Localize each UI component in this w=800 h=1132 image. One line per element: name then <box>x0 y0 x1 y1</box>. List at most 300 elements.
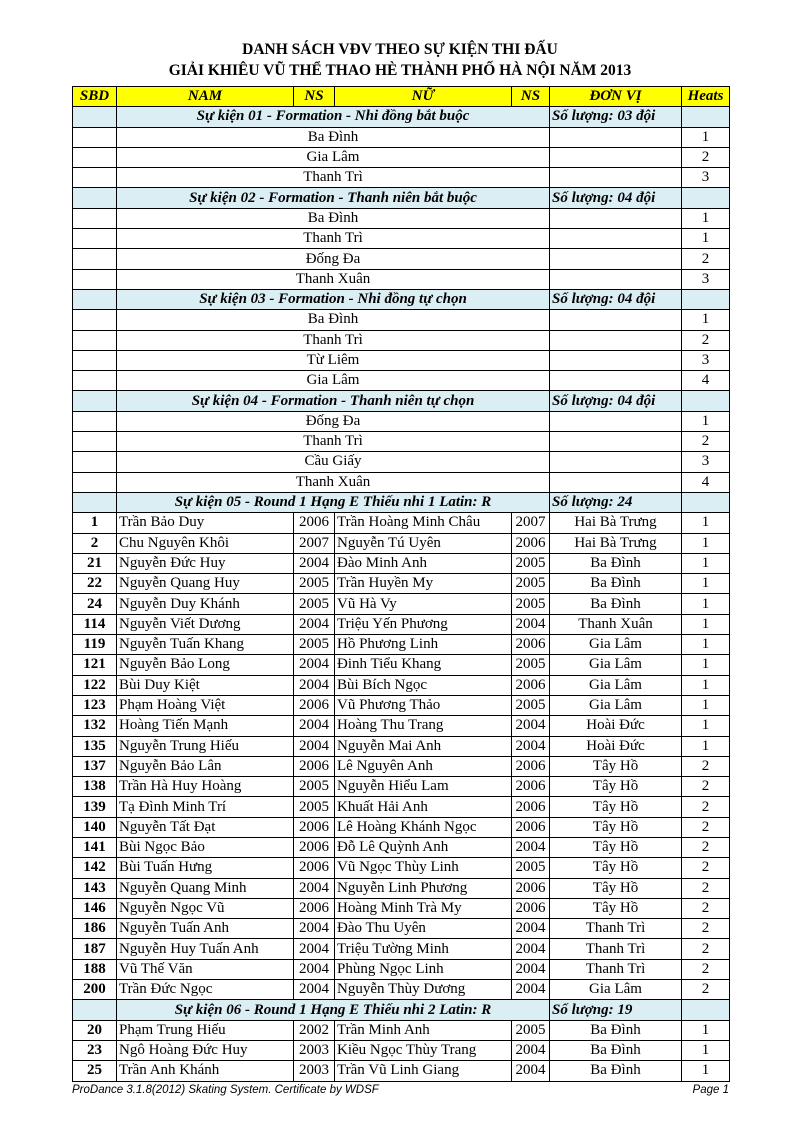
event-title: Sự kiện 06 - Round 1 Hạng E Thiếu nhi 2 Latin: R <box>117 1000 550 1020</box>
event-title: Sự kiện 03 - Formation - Nhi đồng tự chọn <box>117 289 550 309</box>
heat-number: 2 <box>682 837 730 857</box>
sbd-cell <box>73 330 117 350</box>
team-name: Thanh Trì <box>117 168 550 188</box>
male-name: Phạm Hoàng Việt <box>117 695 294 715</box>
male-name: Ngô Hoàng Đức Huy <box>117 1040 294 1060</box>
event-title: Sự kiện 05 - Round 1 Hạng E Thiếu nhi 1 Latin: R <box>117 492 550 512</box>
team-name: Cầu Giấy <box>117 452 550 472</box>
heat-number: 1 <box>682 513 730 533</box>
male-birth-year: 2006 <box>294 513 335 533</box>
unit-name: Thanh Trì <box>550 959 682 979</box>
heat-number: 1 <box>682 208 730 228</box>
unit-name: Gia Lâm <box>550 635 682 655</box>
event-header-row <box>73 1000 730 1020</box>
male-birth-year: 2004 <box>294 919 335 939</box>
table-row <box>73 350 730 370</box>
heat-number: 2 <box>682 330 730 350</box>
event-count: Số lượng: 03 đội <box>550 107 682 127</box>
female-birth-year: 2004 <box>512 1040 550 1060</box>
team-name: Gia Lâm <box>117 147 550 167</box>
unit-name: Tây Hồ <box>550 756 682 776</box>
female-birth-year: 2006 <box>512 898 550 918</box>
heat-number: 3 <box>682 168 730 188</box>
table-row <box>73 432 730 452</box>
male-birth-year: 2004 <box>294 939 335 959</box>
unit-name: Hai Bà Trưng <box>550 533 682 553</box>
table-row <box>73 472 730 492</box>
female-birth-year: 2006 <box>512 675 550 695</box>
sbd-cell <box>73 127 117 147</box>
unit-name: Gia Lâm <box>550 980 682 1000</box>
event-header-row <box>73 289 730 309</box>
event-blank-cell <box>73 492 117 512</box>
heat-number: 2 <box>682 432 730 452</box>
male-birth-year: 2003 <box>294 1061 335 1081</box>
table-row <box>73 797 730 817</box>
sbd-number: 141 <box>73 837 117 857</box>
heat-number: 2 <box>682 878 730 898</box>
table-row <box>73 127 730 147</box>
event-count: Số lượng: 04 đội <box>550 391 682 411</box>
male-name: Nguyễn Duy Khánh <box>117 594 294 614</box>
team-name: Thanh Xuân <box>117 269 550 289</box>
male-name: Nguyễn Đức Huy <box>117 553 294 573</box>
sbd-number: 187 <box>73 939 117 959</box>
female-name: Nguyễn Linh Phương <box>335 878 512 898</box>
sbd-number: 143 <box>73 878 117 898</box>
unit-name: Gia Lâm <box>550 675 682 695</box>
heat-number: 1 <box>682 310 730 330</box>
female-name: Vũ Ngọc Thùy Linh <box>335 858 512 878</box>
sbd-number: 20 <box>73 1020 117 1040</box>
don-vi-cell <box>550 472 682 492</box>
event-count: Số lượng: 19 <box>550 1000 682 1020</box>
female-birth-year: 2006 <box>512 635 550 655</box>
event-blank-cell <box>682 391 730 411</box>
female-name: Lê Nguyên Anh <box>335 756 512 776</box>
male-name: Trần Hà Huy Hoàng <box>117 777 294 797</box>
male-birth-year: 2005 <box>294 574 335 594</box>
female-name: Bùi Bích Ngọc <box>335 675 512 695</box>
heat-number: 1 <box>682 716 730 736</box>
male-birth-year: 2005 <box>294 635 335 655</box>
male-birth-year: 2004 <box>294 736 335 756</box>
male-name: Nguyễn Viết Dương <box>117 614 294 634</box>
sbd-number: 138 <box>73 777 117 797</box>
heat-number: 1 <box>682 411 730 431</box>
header-nu: NỮ <box>335 87 512 107</box>
don-vi-cell <box>550 452 682 472</box>
table-row <box>73 229 730 249</box>
event-count: Số lượng: 04 đội <box>550 188 682 208</box>
male-birth-year: 2005 <box>294 797 335 817</box>
male-birth-year: 2004 <box>294 980 335 1000</box>
sbd-cell <box>73 350 117 370</box>
table-row <box>73 919 730 939</box>
table-row <box>73 777 730 797</box>
event-blank-cell <box>73 1000 117 1020</box>
male-birth-year: 2004 <box>294 716 335 736</box>
sbd-number: 122 <box>73 675 117 695</box>
don-vi-cell <box>550 168 682 188</box>
event-header-row <box>73 391 730 411</box>
table-row <box>73 513 730 533</box>
male-name: Hoàng Tiến Mạnh <box>117 716 294 736</box>
female-name: Lê Hoàng Khánh Ngọc <box>335 817 512 837</box>
heat-number: 1 <box>682 1061 730 1081</box>
heat-number: 2 <box>682 817 730 837</box>
heat-number: 1 <box>682 127 730 147</box>
header-nam: NAM <box>117 87 294 107</box>
don-vi-cell <box>550 147 682 167</box>
male-name: Nguyễn Tất Đạt <box>117 817 294 837</box>
sbd-number: 146 <box>73 898 117 918</box>
female-birth-year: 2006 <box>512 756 550 776</box>
female-name: Triệu Tường Minh <box>335 939 512 959</box>
unit-name: Thanh Trì <box>550 939 682 959</box>
female-birth-year: 2004 <box>512 1061 550 1081</box>
female-name: Trần Vũ Linh Giang <box>335 1061 512 1081</box>
table-row <box>73 980 730 1000</box>
male-birth-year: 2003 <box>294 1040 335 1060</box>
sbd-cell <box>73 168 117 188</box>
female-name: Khuất Hải Anh <box>335 797 512 817</box>
unit-name: Ba Đình <box>550 1061 682 1081</box>
female-name: Nguyễn Tú Uyên <box>335 533 512 553</box>
female-name: Đào Thu Uyên <box>335 919 512 939</box>
don-vi-cell <box>550 432 682 452</box>
heat-number: 1 <box>682 1020 730 1040</box>
team-name: Thanh Trì <box>117 432 550 452</box>
heat-number: 2 <box>682 898 730 918</box>
don-vi-cell <box>550 127 682 147</box>
female-birth-year: 2005 <box>512 594 550 614</box>
female-name: Nguyễn Hiểu Lam <box>335 777 512 797</box>
unit-name: Tây Hồ <box>550 898 682 918</box>
sbd-number: 123 <box>73 695 117 715</box>
female-birth-year: 2005 <box>512 553 550 573</box>
unit-name: Ba Đình <box>550 594 682 614</box>
team-name: Ba Đình <box>117 310 550 330</box>
female-name: Triệu Yến Phương <box>335 614 512 634</box>
sbd-cell <box>73 310 117 330</box>
female-name: Kiều Ngọc Thùy Trang <box>335 1040 512 1060</box>
male-name: Nguyễn Huy Tuấn Anh <box>117 939 294 959</box>
unit-name: Gia Lâm <box>550 695 682 715</box>
sbd-number: 200 <box>73 980 117 1000</box>
unit-name: Ba Đình <box>550 1040 682 1060</box>
heat-number: 1 <box>682 594 730 614</box>
male-name: Trần Bảo Duy <box>117 513 294 533</box>
heat-number: 3 <box>682 452 730 472</box>
female-birth-year: 2004 <box>512 736 550 756</box>
event-header-row <box>73 188 730 208</box>
heat-number: 1 <box>682 736 730 756</box>
table-row <box>73 533 730 553</box>
male-name: Vũ Thế Văn <box>117 959 294 979</box>
unit-name: Hoài Đức <box>550 736 682 756</box>
team-name: Đống Đa <box>117 249 550 269</box>
header-sbd: SBD <box>73 87 117 107</box>
table-row <box>73 878 730 898</box>
heat-number: 3 <box>682 350 730 370</box>
female-birth-year: 2004 <box>512 919 550 939</box>
table-row <box>73 959 730 979</box>
event-blank-cell <box>73 391 117 411</box>
male-name: Nguyễn Bảo Long <box>117 655 294 675</box>
sbd-number: 119 <box>73 635 117 655</box>
event-blank-cell <box>682 289 730 309</box>
male-birth-year: 2004 <box>294 959 335 979</box>
female-birth-year: 2007 <box>512 513 550 533</box>
unit-name: Tây Hồ <box>550 837 682 857</box>
heat-number: 1 <box>682 229 730 249</box>
female-name: Vũ Phương Thảo <box>335 695 512 715</box>
female-name: Nguyễn Thùy Dương <box>335 980 512 1000</box>
table-row <box>73 249 730 269</box>
female-name: Hoàng Minh Trà My <box>335 898 512 918</box>
heat-number: 2 <box>682 777 730 797</box>
sbd-number: 188 <box>73 959 117 979</box>
team-name: Thanh Trì <box>117 229 550 249</box>
header-ns-nu: NS <box>512 87 550 107</box>
event-blank-cell <box>73 289 117 309</box>
sbd-cell <box>73 147 117 167</box>
footer-page-number: Page 1 <box>692 1084 729 1096</box>
header-ns-nam: NS <box>294 87 335 107</box>
sbd-number: 22 <box>73 574 117 594</box>
female-name: Nguyễn Mai Anh <box>335 736 512 756</box>
heat-number: 2 <box>682 756 730 776</box>
table-row <box>73 655 730 675</box>
header-row <box>73 87 730 107</box>
unit-name: Tây Hồ <box>550 878 682 898</box>
female-birth-year: 2004 <box>512 716 550 736</box>
sbd-number: 25 <box>73 1061 117 1081</box>
table-row <box>73 269 730 289</box>
male-birth-year: 2006 <box>294 858 335 878</box>
don-vi-cell <box>550 310 682 330</box>
unit-name: Tây Hồ <box>550 817 682 837</box>
table-row <box>73 411 730 431</box>
sbd-number: 139 <box>73 797 117 817</box>
male-name: Nguyễn Tuấn Anh <box>117 919 294 939</box>
sbd-cell <box>73 269 117 289</box>
heat-number: 1 <box>682 1040 730 1060</box>
don-vi-cell <box>550 330 682 350</box>
female-name: Hoàng Thu Trang <box>335 716 512 736</box>
male-birth-year: 2002 <box>294 1020 335 1040</box>
event-header-row <box>73 492 730 512</box>
female-birth-year: 2004 <box>512 614 550 634</box>
event-blank-cell <box>73 188 117 208</box>
table-body <box>73 107 730 1081</box>
female-birth-year: 2005 <box>512 574 550 594</box>
male-birth-year: 2007 <box>294 533 335 553</box>
unit-name: Thanh Xuân <box>550 614 682 634</box>
don-vi-cell <box>550 229 682 249</box>
table-row <box>73 1020 730 1040</box>
table-row <box>73 168 730 188</box>
heat-number: 2 <box>682 980 730 1000</box>
sbd-number: 121 <box>73 655 117 675</box>
table-row <box>73 330 730 350</box>
heat-number: 1 <box>682 574 730 594</box>
sbd-number: 186 <box>73 919 117 939</box>
female-name: Trần Minh Anh <box>335 1020 512 1040</box>
male-birth-year: 2006 <box>294 817 335 837</box>
event-blank-cell <box>682 1000 730 1020</box>
male-birth-year: 2005 <box>294 777 335 797</box>
unit-name: Ba Đình <box>550 1020 682 1040</box>
unit-name: Gia Lâm <box>550 655 682 675</box>
unit-name: Tây Hồ <box>550 858 682 878</box>
male-name: Tạ Đình Minh Trí <box>117 797 294 817</box>
table-row <box>73 147 730 167</box>
event-blank-cell <box>73 107 117 127</box>
heat-number: 1 <box>682 675 730 695</box>
don-vi-cell <box>550 371 682 391</box>
heat-number: 3 <box>682 269 730 289</box>
male-name: Nguyễn Trung Hiếu <box>117 736 294 756</box>
sbd-number: 137 <box>73 756 117 776</box>
sbd-cell <box>73 452 117 472</box>
female-name: Phùng Ngọc Linh <box>335 959 512 979</box>
table-row <box>73 635 730 655</box>
female-birth-year: 2004 <box>512 837 550 857</box>
table-row <box>73 898 730 918</box>
sbd-number: 114 <box>73 614 117 634</box>
male-birth-year: 2004 <box>294 655 335 675</box>
heat-number: 2 <box>682 858 730 878</box>
team-name: Ba Đình <box>117 127 550 147</box>
team-name: Ba Đình <box>117 208 550 228</box>
table-row <box>73 574 730 594</box>
header-heats: Heats <box>682 87 730 107</box>
male-name: Bùi Ngọc Bảo <box>117 837 294 857</box>
event-header-row <box>73 107 730 127</box>
male-name: Nguyễn Bảo Lân <box>117 756 294 776</box>
heat-number: 1 <box>682 553 730 573</box>
heat-number: 2 <box>682 147 730 167</box>
female-birth-year: 2005 <box>512 858 550 878</box>
team-name: Gia Lâm <box>117 371 550 391</box>
female-name: Đào Minh Anh <box>335 553 512 573</box>
heat-number: 1 <box>682 533 730 553</box>
female-name: Hồ Phương Linh <box>335 635 512 655</box>
event-title: Sự kiện 04 - Formation - Thanh niên tự chọn <box>117 391 550 411</box>
male-birth-year: 2006 <box>294 756 335 776</box>
table-row <box>73 1040 730 1060</box>
heat-number: 1 <box>682 655 730 675</box>
event-blank-cell <box>682 188 730 208</box>
unit-name: Hoài Đức <box>550 716 682 736</box>
heat-number: 2 <box>682 959 730 979</box>
don-vi-cell <box>550 208 682 228</box>
sbd-cell <box>73 472 117 492</box>
female-birth-year: 2006 <box>512 533 550 553</box>
female-birth-year: 2006 <box>512 878 550 898</box>
team-name: Đống Đa <box>117 411 550 431</box>
heat-number: 1 <box>682 614 730 634</box>
table-row <box>73 858 730 878</box>
unit-name: Thanh Trì <box>550 919 682 939</box>
sbd-number: 1 <box>73 513 117 533</box>
male-birth-year: 2006 <box>294 898 335 918</box>
sbd-number: 24 <box>73 594 117 614</box>
sbd-cell <box>73 229 117 249</box>
table-row <box>73 675 730 695</box>
table-row <box>73 208 730 228</box>
female-birth-year: 2004 <box>512 980 550 1000</box>
table-row <box>73 1061 730 1081</box>
don-vi-cell <box>550 249 682 269</box>
heat-number: 2 <box>682 797 730 817</box>
table-row <box>73 553 730 573</box>
male-name: Nguyễn Quang Minh <box>117 878 294 898</box>
male-name: Trần Anh Khánh <box>117 1061 294 1081</box>
female-name: Vũ Hà Vy <box>335 594 512 614</box>
don-vi-cell <box>550 411 682 431</box>
team-name: Từ Liêm <box>117 350 550 370</box>
male-name: Phạm Trung Hiếu <box>117 1020 294 1040</box>
female-name: Đỗ Lê Quỳnh Anh <box>335 837 512 857</box>
male-name: Trần Đức Ngọc <box>117 980 294 1000</box>
table-row <box>73 695 730 715</box>
female-birth-year: 2005 <box>512 695 550 715</box>
female-birth-year: 2005 <box>512 655 550 675</box>
document-title: DANH SÁCH VĐV THEO SỰ KIỆN THI ĐẤU <box>242 41 558 58</box>
heat-number: 4 <box>682 472 730 492</box>
sbd-cell <box>73 371 117 391</box>
sbd-cell <box>73 249 117 269</box>
document-subtitle: GIẢI KHIÊU VŨ THỂ THAO HÈ THÀNH PHỐ HÀ NỘI NĂM 2013 <box>168 62 632 79</box>
event-blank-cell <box>682 492 730 512</box>
table-row <box>73 310 730 330</box>
don-vi-cell <box>550 269 682 289</box>
table-row <box>73 837 730 857</box>
male-birth-year: 2004 <box>294 614 335 634</box>
table-row <box>73 756 730 776</box>
unit-name: Ba Đình <box>550 553 682 573</box>
female-birth-year: 2004 <box>512 939 550 959</box>
female-name: Đinh Tiểu Khang <box>335 655 512 675</box>
athlete-table <box>72 86 730 1082</box>
unit-name: Ba Đình <box>550 574 682 594</box>
team-name: Thanh Xuân <box>117 472 550 492</box>
male-birth-year: 2006 <box>294 837 335 857</box>
sbd-number: 140 <box>73 817 117 837</box>
male-name: Bùi Duy Kiệt <box>117 675 294 695</box>
female-name: Trần Hoàng Minh Châu <box>335 513 512 533</box>
heat-number: 4 <box>682 371 730 391</box>
heat-number: 2 <box>682 249 730 269</box>
table-row <box>73 452 730 472</box>
event-count: Số lượng: 24 <box>550 492 682 512</box>
event-title: Sự kiện 01 - Formation - Nhi đồng bắt buộc <box>117 107 550 127</box>
team-name: Thanh Trì <box>117 330 550 350</box>
male-birth-year: 2004 <box>294 675 335 695</box>
header-don-vi: ĐƠN VỊ <box>550 87 682 107</box>
female-birth-year: 2005 <box>512 1020 550 1040</box>
male-name: Bùi Tuấn Hưng <box>117 858 294 878</box>
table-row <box>73 371 730 391</box>
footer-software: ProDance 3.1.8(2012) Skating System. Certificate by WDSF <box>72 1084 379 1096</box>
female-name: Trần Huyền My <box>335 574 512 594</box>
female-birth-year: 2006 <box>512 777 550 797</box>
male-birth-year: 2006 <box>294 695 335 715</box>
event-blank-cell <box>682 107 730 127</box>
